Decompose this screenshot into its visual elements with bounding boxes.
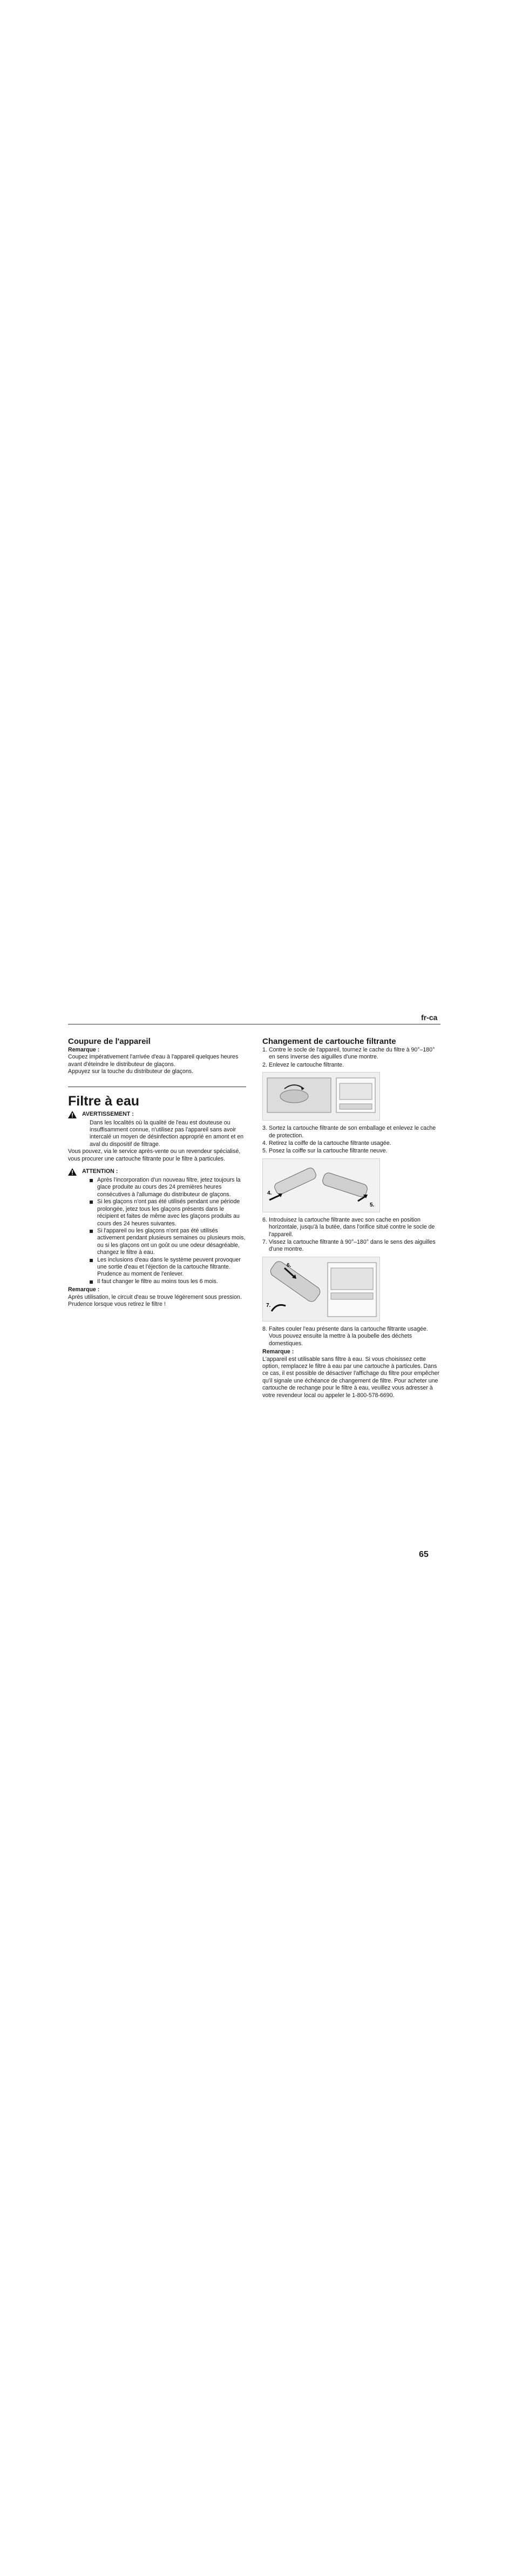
figure-insert-filter-drawing (263, 1257, 380, 1321)
left-column (68, 1037, 246, 1308)
attention-label: ATTENTION : (82, 1168, 118, 1175)
list-item: 7. Vissez la cartouche filtrante à 90°–180° dans le sens des aiguilles d'une montre. (262, 1239, 436, 1253)
filter-paragraph: Vous pouvez, via le service après-vente ou un revendeur spécialisé, vous procurer une cartouche filtrante pour le filtre à particules. (68, 1148, 241, 1162)
figure-label: 4. (267, 1190, 272, 1196)
instruction-text: Appuyez sur la touche du distributeur de glaçons. (68, 1068, 194, 1075)
warning-triangle-icon (68, 1111, 77, 1118)
warning-text: Dans les localités où la qualité de l'eau est douteuse ou insuffisamment connue, n'utilisez pas l'appareil sans avoir intercalé un moyen de désinfection approprié en amont et en aval du dispositif de filtrage. (90, 1119, 244, 1148)
note-label: Remarque : (262, 1348, 294, 1356)
list-item: Les inclusions d'eau dans le système peuvent provoquer une sortie d'eau et l'éjection de la cartouche filtrante. Prudence au moment de l'enlever. (90, 1257, 246, 1278)
figure-remove-filter (262, 1072, 380, 1121)
steps-list-2 (262, 1125, 441, 1155)
page-number: 65 (419, 1550, 429, 1559)
list-item: 2. Enlevez le cartouche filtrante. (262, 1061, 344, 1068)
warning-triangle-icon (68, 1168, 77, 1176)
right-column (262, 1037, 441, 1399)
section-title-coupure: Coupure de l'appareil (68, 1037, 151, 1046)
list-item: 4. Retirez la coiffe de la cartouche filtrante usagée. (262, 1140, 391, 1147)
list-item: 3. Sortez la cartouche filtrante de son emballage et enlevez le cache de protection. (262, 1125, 436, 1139)
section-title-filtre: Filtre à eau (68, 1093, 139, 1109)
note2-label: Remarque : (68, 1286, 100, 1293)
list-item: Si l'appareil ou les glaçons n'ont pas été utilisés activement pendant plusieurs semaines ou plusieurs mois, ou si les glaçons ont un goût ou une odeur désagréable, changez le filtre à eau. (90, 1228, 246, 1257)
note-label: Remarque : (68, 1047, 100, 1053)
language-tag: fr-ca (421, 1013, 438, 1022)
warning-label: AVERTISSEMENT : (82, 1110, 134, 1117)
attention-list (68, 1177, 246, 1285)
list-item: 5. Posez la coiffe sur la cartouche filtrante neuve. (262, 1148, 388, 1155)
warning-header (68, 1111, 246, 1118)
note-text: L'appareil est utilisable sans filtre à eau. Si vous choisissez cette option, remplacez le filtre à eau par une cartouche à particules. Dans ce cas, il est possible de désactiver l'affichage du filtre pour empêcher qu'il signale une échéance de changement de filtre. Pour acheter une cartouche de rechange pour le filtre à eau, veuillez vous adresser à votre revendeur local ou appeler le 1-800-578-6690. (262, 1356, 440, 1399)
list-item: Si les glaçons n'ont pas été utilisés pendant une période prolongée, jetez tous les glaçons présents dans le récipient et faites de même avec les glaçons produits au cours des 24 heures suivantes. (90, 1198, 246, 1228)
steps-list-3 (262, 1217, 441, 1253)
note-text: Coupez impérativement l'arrivée d'eau à l'appareil quelques heures avant d'éteindre le distributeur de glaçons. (68, 1054, 239, 1068)
figure-label: 6. (287, 1262, 292, 1269)
figure-cap-change-drawing (263, 1159, 380, 1212)
figure-cap-change (262, 1158, 380, 1212)
list-item: 6. Introduisez la cartouche filtrante avec son cache en position horizontale, jusqu'à la butée, dans l'orifice situé contre le socle de l'appareil. (262, 1216, 435, 1238)
figure-label: 7. (266, 1302, 271, 1309)
steps-list-1 (262, 1047, 441, 1069)
list-item: Après l'incorporation d'un nouveau filtre, jetez toujours la glace produite au cours des 24 premières heures consécutives à l'allumage du distributeur de glaçons. (90, 1177, 246, 1198)
figure-label: 5. (370, 1202, 375, 1208)
list-item: Il faut changer le filtre au moins tous les 6 mois. (90, 1278, 246, 1285)
section-title-changement: Changement de cartouche filtrante (262, 1037, 396, 1046)
note2-text: Après utilisation, le circuit d'eau se trouve légèrement sous pression. Prudence lorsque vous retirez le filtre ! (68, 1293, 242, 1307)
steps-list-4 (262, 1326, 441, 1347)
figure-insert-filter (262, 1257, 380, 1321)
list-item: 1. Contre le socle de l'appareil, tournez le cache du filtre à 90°–180° en sens inverse des aiguilles d'une montre. (262, 1047, 435, 1061)
attention-header (68, 1168, 246, 1176)
list-item: 8. Faites couler l'eau présente dans la cartouche filtrante usagée. Vous pouvez ensuite la mettre à la poubelle des déchets domestiques. (262, 1325, 428, 1347)
figure-remove-filter-drawing (263, 1073, 380, 1120)
